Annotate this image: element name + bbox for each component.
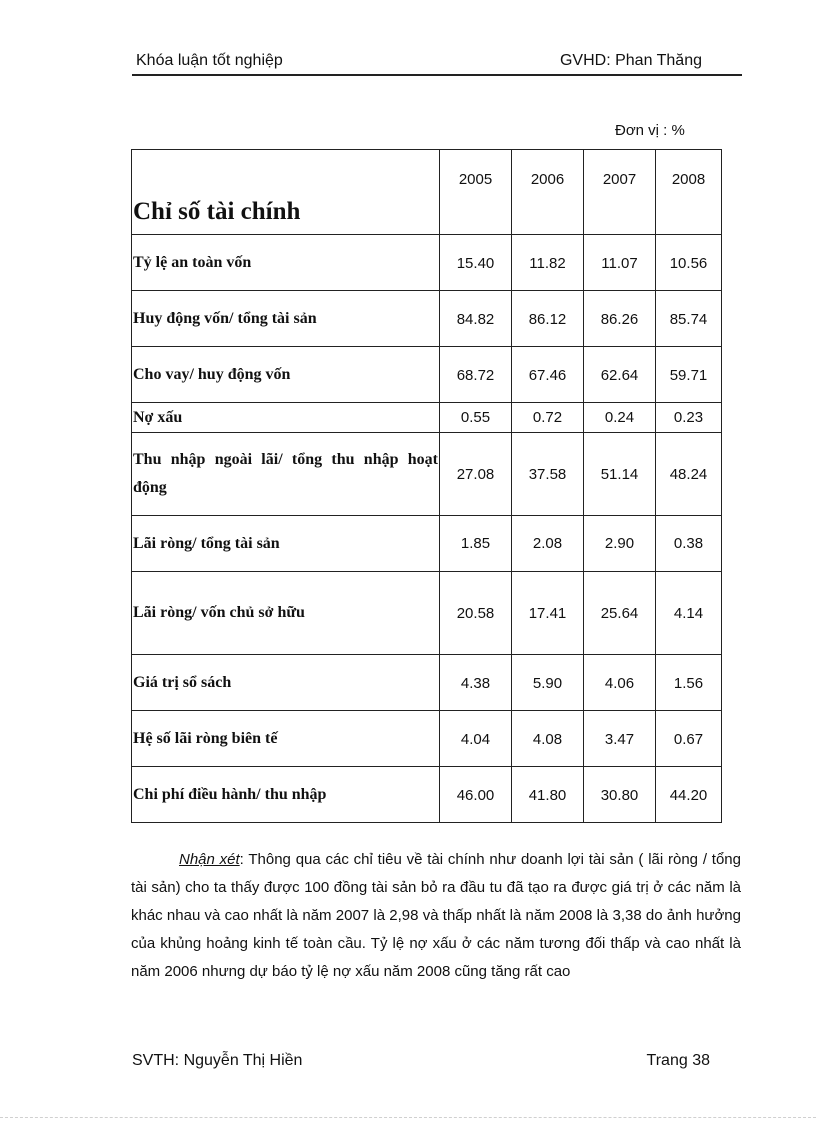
footer-student: SVTH: Nguyễn Thị Hiền [132,1052,303,1069]
cell-value: 10.56 [656,235,722,291]
cell-value: 4.08 [512,711,584,767]
year-header: 2005 [440,150,512,235]
cell-value: 68.72 [440,347,512,403]
cell-value: 2.08 [512,516,584,572]
table-row [132,655,722,711]
cell-value: 2.90 [584,516,656,572]
header-advisor: GVHD: Phan Thăng [559,52,702,69]
cell-value: 0.72 [512,403,584,433]
cell-value: 11.82 [512,235,584,291]
cell-value: 3.47 [584,711,656,767]
table-row [132,433,722,516]
row-label: Lãi ròng/ tổng tài sản [132,516,440,572]
cell-value: 41.80 [512,767,584,823]
cell-value: 85.74 [656,291,722,347]
cell-value: 4.38 [440,655,512,711]
row-label: Giá trị sổ sách [132,655,440,711]
cell-value: 59.71 [656,347,722,403]
header-thesis-label: Khóa luận tốt nghiệp [136,52,283,69]
row-label: Lãi ròng/ vốn chủ sở hữu [132,572,440,655]
unit-label: Đơn vị : % [615,122,685,139]
cell-value: 5.90 [512,655,584,711]
table-header-row [132,150,722,235]
cell-value: 0.38 [656,516,722,572]
table-row [132,711,722,767]
cell-value: 86.26 [584,291,656,347]
cell-value: 4.04 [440,711,512,767]
cell-value: 1.56 [656,655,722,711]
table-row [132,572,722,655]
row-label: Thu nhập ngoài lãi/ tổng thu nhập hoạt động [132,433,440,516]
cell-value: 20.58 [440,572,512,655]
table-title: Chỉ số tài chính [132,150,440,235]
cell-value: 4.14 [656,572,722,655]
cell-value: 37.58 [512,433,584,516]
row-label: Chi phí điều hành/ thu nhập [132,767,440,823]
comment-keyword: Nhận xét [179,851,240,868]
cell-value: 27.08 [440,433,512,516]
cell-value: 86.12 [512,291,584,347]
cell-value: 0.55 [440,403,512,433]
row-label: Huy động vốn/ tổng tài sản [132,291,440,347]
row-label: Cho vay/ huy động vốn [132,347,440,403]
cell-value: 48.24 [656,433,722,516]
page-header [132,50,742,76]
cell-value: 25.64 [584,572,656,655]
cell-value: 0.23 [656,403,722,433]
cell-value: 51.14 [584,433,656,516]
table-row [132,347,722,403]
table-row [132,235,722,291]
table-row [132,403,722,433]
table-row [132,767,722,823]
cell-value: 15.40 [440,235,512,291]
year-header: 2007 [584,150,656,235]
cell-value: 1.85 [440,516,512,572]
row-label: Nợ xấu [132,403,440,433]
cell-value: 46.00 [440,767,512,823]
cell-value: 4.06 [584,655,656,711]
cell-value: 62.64 [584,347,656,403]
cell-value: 0.24 [584,403,656,433]
cell-value: 30.80 [584,767,656,823]
comment-text: : Thông qua các chỉ tiêu về tài chính như doanh lợi tài sản ( lãi ròng / tổng tài sản) cho ta thấy được 100 đồng tài sản bỏ ra đầu tu đã tạo ra được giá trị ở các năm là khác nhau và cao nhất là năm 2007 là 2,98 và thấp nhất là năm 2008 là 3,38 do ảnh hưởng của khủng hoảng kinh tế toàn cầu. Tỷ lệ nợ xấu ở các năm tương đối thấp và cao nhất là năm 2006 nhưng dự báo tỷ lệ nợ xấu năm 2008 cũng tăng rất cao [131,851,741,980]
row-label: Tỷ lệ an toàn vốn [132,235,440,291]
table-row [132,516,722,572]
cell-value: 84.82 [440,291,512,347]
comment-paragraph [131,846,741,986]
page-number: Trang 38 [646,1052,710,1069]
cell-value: 44.20 [656,767,722,823]
cell-value: 17.41 [512,572,584,655]
row-label: Hệ số lãi ròng biên tế [132,711,440,767]
year-header: 2006 [512,150,584,235]
cell-value: 67.46 [512,347,584,403]
page-edge-divider [0,1117,816,1118]
cell-value: 11.07 [584,235,656,291]
table-row [132,291,722,347]
financial-ratios-table [131,149,722,823]
year-header: 2008 [656,150,722,235]
cell-value: 0.67 [656,711,722,767]
